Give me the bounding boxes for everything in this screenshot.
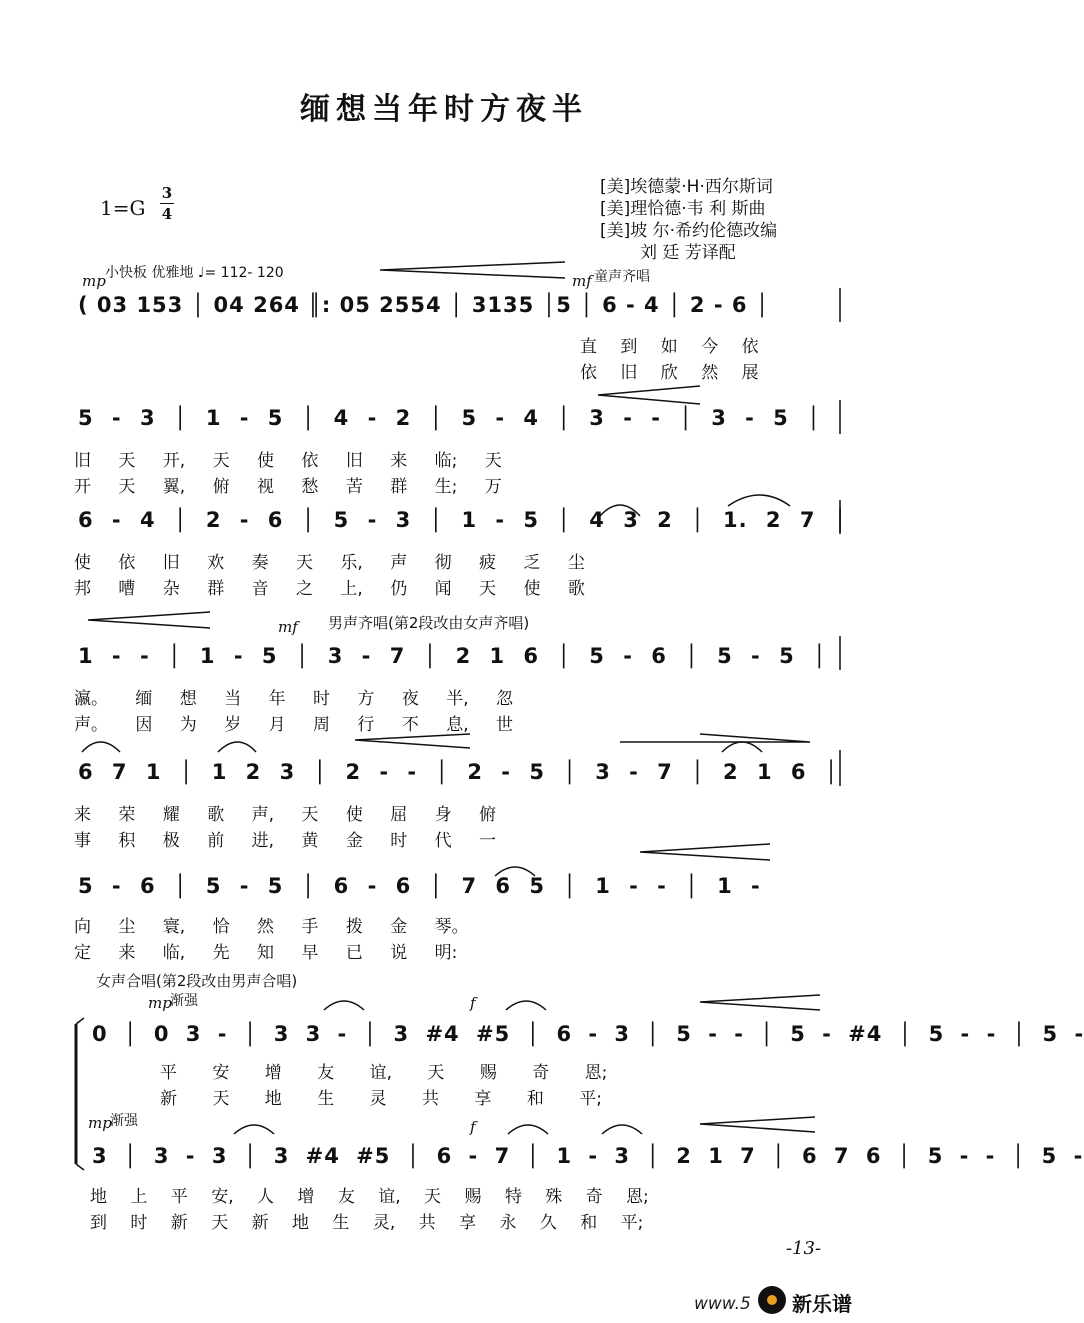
- cresc-1: 渐强: [170, 993, 198, 1009]
- lyric-5-verse-1: 来 荣 耀 歌 声, 天 使 屈 身 俯: [74, 805, 497, 825]
- lyric-8-verse-1: 地 上 平 安, 人 增 友 谊, 天 赐 特 殊 奇 恩;: [90, 1187, 649, 1207]
- notation-line-6: 5 - 6 │ 5 - 5 │ 6 - 6 │ 7 6 5 │ 1 - - │ 1 -: [78, 874, 761, 898]
- notation-line-8: 3 │ 3 - 3 │ 3 #4 #5 │ 6 - 7 │ 1 - 3 │ 2 1 7 │ 6 7 6 │ 5 - - │ 5 -: [92, 1144, 1084, 1168]
- dynamic-f-2: f: [470, 1118, 476, 1136]
- notation-line-5: 6 7 1 │ 1 2 3 │ 2 - - │ 2 - 5 │ 3 - 7 │ 2 1 6 │: [78, 760, 839, 784]
- credit-lyricist: [美]埃德蒙·H·西尔斯词: [600, 177, 773, 197]
- cresc-2: 渐强: [110, 1113, 138, 1129]
- credit-arranger: [美]坡 尔·希约伦德改编: [600, 221, 778, 241]
- section-male: 男声齐唱(第2段改由女声齐唱): [328, 614, 530, 632]
- lyric-7-verse-1: 平 安 增 友 谊, 天 赐 奇 恩;: [160, 1063, 608, 1083]
- notation-line-7: 0 │ 0 3 - │ 3 3 - │ 3 #4 #5 │ 6 - 3 │ 5 - - │ 5 - #4 │ 5 - - │ 5 -: [92, 1022, 1084, 1046]
- lyric-3-verse-1: 使 依 旧 欢 奏 天 乐, 声 彻 疲 乏 尘: [74, 553, 585, 573]
- watermark-url: www.5: [694, 1294, 751, 1314]
- credit-translator: 刘 廷 芳译配: [640, 243, 736, 263]
- lyric-2-verse-1: 旧 天 开, 天 使 依 旧 来 临; 天: [74, 451, 502, 471]
- dynamic-mp-1: mp: [148, 994, 172, 1012]
- lyric-6-verse-1: 向 尘 寰, 恰 然 手 拨 金 琴。: [74, 917, 469, 937]
- watermark-brand: 新乐谱: [792, 1292, 852, 1316]
- lyric-3-verse-2: 邦 嘈 杂 群 音 之 上, 仍 闻 天 使 歌: [74, 579, 585, 599]
- lyric-2-verse-2: 开 天 翼, 俯 视 愁 苦 群 生; 万: [74, 477, 502, 497]
- notation-line-4: 1 - - │ 1 - 5 │ 3 - 7 │ 2 1 6 │ 5 - 6 │ 5 - 5 │: [78, 644, 827, 668]
- notation-line-3: 6 - 4 │ 2 - 6 │ 5 - 3 │ 1 - 5 │ 4 3 2 │ 1. 2 7 │: [78, 508, 848, 532]
- lyric-6-verse-2: 定 来 临, 先 知 早 已 说 明:: [74, 943, 458, 963]
- page-number: -13-: [786, 1238, 822, 1259]
- notation-line-2: 5 - 3 │ 1 - 5 │ 4 - 2 │ 5 - 4 │ 3 - - │ 3 - 5 │: [78, 406, 821, 430]
- lyric-5-verse-2: 事 积 极 前 进, 黄 金 时 代 一: [74, 831, 497, 851]
- section-children: 童声齐唱: [594, 269, 650, 285]
- key-signature: 1=G: [100, 196, 146, 220]
- dynamic-mf-2: mf: [278, 618, 298, 636]
- lyric-4-verse-2: 声。 因 为 岁 月 周 行 不 息, 世: [74, 715, 514, 735]
- page-title: 缅想当年时方夜半: [300, 92, 588, 127]
- lyric-8-verse-2: 到 时 新 天 新 地 生 灵, 共 享 永 久 和 平;: [90, 1213, 644, 1233]
- time-signature-top: 3: [161, 184, 173, 202]
- lyric-7-verse-2: 新 天 地 生 灵 共 享 和 平;: [160, 1089, 602, 1109]
- lyric-1-verse-1: 直 到 如 今 依: [580, 337, 759, 357]
- section-female: 女声合唱(第2段改由男声合唱): [96, 972, 298, 990]
- dynamic-mp-2: mp: [88, 1114, 112, 1132]
- lyric-1-verse-2: 依 旧 欣 然 展: [580, 363, 759, 383]
- tempo-marking: 小快板 优雅地 ♩= 112- 120: [105, 265, 284, 281]
- lyric-4-verse-1: 瀛。 缅 想 当 年 时 方 夜 半, 忽: [74, 689, 514, 709]
- notation-line-1: ( 03 153 │ 04 264 ║: 05 2554 │ 3135 │5 │ 6 - 4 │ 2 - 6 │: [78, 293, 770, 317]
- dynamic-f-1: f: [470, 994, 476, 1012]
- tempo-dynamic: mp: [82, 272, 106, 290]
- time-signature-bottom: 4: [161, 205, 173, 223]
- credit-composer: [美]理恰德·韦 利 斯曲: [600, 199, 766, 219]
- dynamic-mf-1: mf: [572, 272, 592, 290]
